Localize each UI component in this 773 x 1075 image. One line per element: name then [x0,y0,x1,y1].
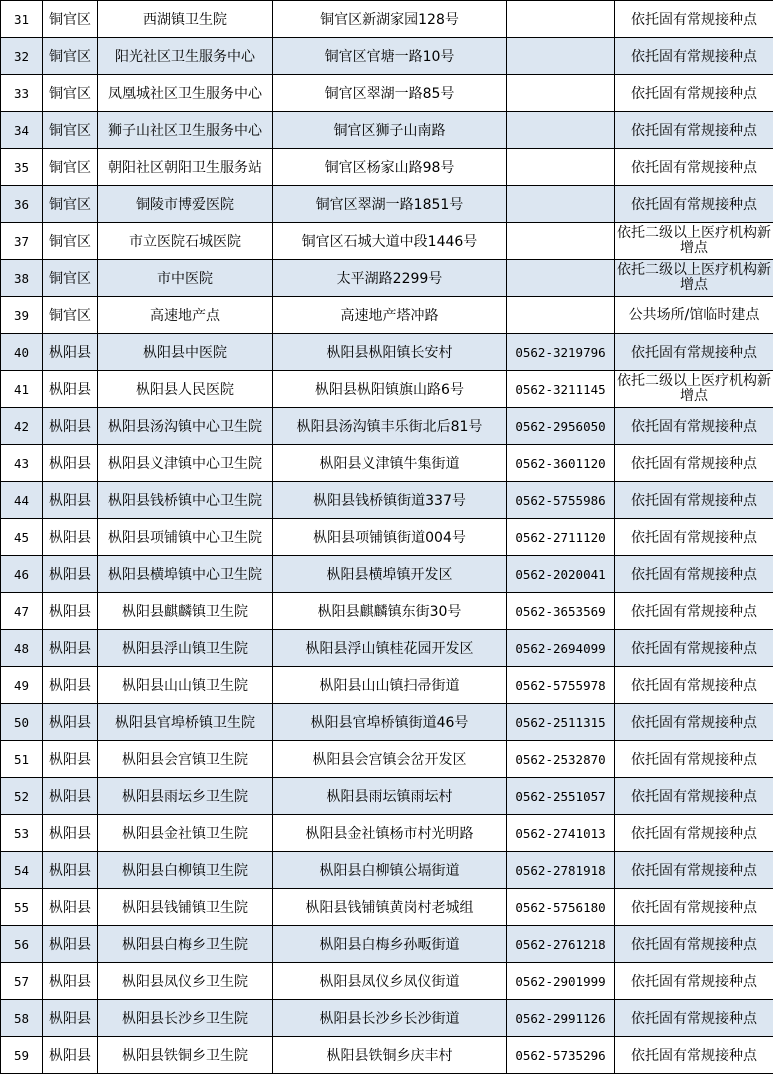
site-name-cell: 枞阳县会宫镇卫生院 [98,741,273,778]
site-name-cell: 狮子山社区卫生服务中心 [98,112,273,149]
address-cell: 枞阳县白柳镇公塥街道 [273,852,507,889]
phone-cell: 0562-2711120 [507,519,615,556]
table-row [1,1037,773,1074]
phone-cell: 0562-5756180 [507,889,615,926]
address-cell: 铜官区翠湖一路1851号 [273,186,507,223]
district-cell: 铜官区 [43,112,98,149]
table-row [1,815,773,852]
row-number-cell: 46 [1,556,43,593]
address-cell: 枞阳县钱桥镇街道337号 [273,482,507,519]
phone-cell: 0562-2956050 [507,408,615,445]
address-cell: 枞阳县铁铜乡庆丰村 [273,1037,507,1074]
district-cell: 铜官区 [43,297,98,334]
table-row [1,297,773,334]
row-number-cell: 37 [1,223,43,260]
site-type-cell: 依托固有常规接种点 [615,38,773,75]
site-type-cell: 依托固有常规接种点 [615,186,773,223]
site-type-cell: 依托固有常规接种点 [615,926,773,963]
site-type-cell: 依托固有常规接种点 [615,630,773,667]
address-cell: 枞阳县横埠镇开发区 [273,556,507,593]
table-row [1,445,773,482]
site-type-cell: 依托固有常规接种点 [615,778,773,815]
table-row [1,630,773,667]
table-row [1,593,773,630]
row-number-cell: 53 [1,815,43,852]
district-cell: 枞阳县 [43,778,98,815]
district-cell: 枞阳县 [43,445,98,482]
row-number-cell: 48 [1,630,43,667]
site-type-cell: 依托固有常规接种点 [615,815,773,852]
phone-cell [507,223,615,260]
address-cell: 枞阳县枞阳镇旗山路6号 [273,371,507,408]
site-name-cell: 枞阳县人民医院 [98,371,273,408]
site-name-cell: 朝阳社区朝阳卫生服务站 [98,149,273,186]
address-cell: 枞阳县官埠桥镇街道46号 [273,704,507,741]
row-number-cell: 38 [1,260,43,297]
phone-cell: 0562-3219796 [507,334,615,371]
phone-cell: 0562-2761218 [507,926,615,963]
phone-cell: 0562-5755978 [507,667,615,704]
row-number-cell: 31 [1,1,43,38]
address-cell: 枞阳县凤仪乡凤仪街道 [273,963,507,1000]
district-cell: 枞阳县 [43,889,98,926]
address-cell: 枞阳县金社镇杨市村光明路 [273,815,507,852]
table-row [1,704,773,741]
site-type-cell: 依托固有常规接种点 [615,593,773,630]
table-row [1,667,773,704]
site-name-cell: 枞阳县长沙乡卫生院 [98,1000,273,1037]
address-cell: 铜官区新湖家园128号 [273,1,507,38]
table-row [1,1000,773,1037]
site-type-cell: 依托固有常规接种点 [615,519,773,556]
row-number-cell: 34 [1,112,43,149]
site-name-cell: 枞阳县官埠桥镇卫生院 [98,704,273,741]
site-type-cell: 依托固有常规接种点 [615,112,773,149]
site-type-cell: 依托固有常规接种点 [615,482,773,519]
address-cell: 铜官区石城大道中段1446号 [273,223,507,260]
table-row [1,1,773,38]
row-number-cell: 50 [1,704,43,741]
site-type-cell: 依托二级以上医疗机构新增点 [615,260,773,297]
site-name-cell: 枞阳县浮山镇卫生院 [98,630,273,667]
phone-cell: 0562-2694099 [507,630,615,667]
site-name-cell: 阳光社区卫生服务中心 [98,38,273,75]
address-cell: 枞阳县会宫镇会岔开发区 [273,741,507,778]
site-name-cell: 枞阳县横埠镇中心卫生院 [98,556,273,593]
district-cell: 枞阳县 [43,482,98,519]
address-cell: 枞阳县钱铺镇黄岗村老城组 [273,889,507,926]
site-name-cell: 枞阳县麒麟镇卫生院 [98,593,273,630]
table-row [1,75,773,112]
district-cell: 铜官区 [43,260,98,297]
row-number-cell: 59 [1,1037,43,1074]
address-cell: 枞阳县项铺镇街道004号 [273,519,507,556]
row-number-cell: 54 [1,852,43,889]
address-cell: 铜官区狮子山南路 [273,112,507,149]
row-number-cell: 39 [1,297,43,334]
district-cell: 铜官区 [43,75,98,112]
district-cell: 枞阳县 [43,852,98,889]
phone-cell [507,260,615,297]
table-row [1,482,773,519]
table-row [1,963,773,1000]
district-cell: 枞阳县 [43,371,98,408]
row-number-cell: 55 [1,889,43,926]
address-cell: 铜官区官塘一路10号 [273,38,507,75]
table-row [1,741,773,778]
address-cell: 枞阳县汤沟镇丰乐街北后81号 [273,408,507,445]
table-row [1,852,773,889]
site-type-cell: 依托固有常规接种点 [615,704,773,741]
site-type-cell: 依托固有常规接种点 [615,149,773,186]
district-cell: 枞阳县 [43,704,98,741]
phone-cell [507,38,615,75]
address-cell: 铜官区杨家山路98号 [273,149,507,186]
district-cell: 铜官区 [43,186,98,223]
row-number-cell: 35 [1,149,43,186]
district-cell: 枞阳县 [43,815,98,852]
address-cell: 铜官区翠湖一路85号 [273,75,507,112]
row-number-cell: 58 [1,1000,43,1037]
district-cell: 枞阳县 [43,519,98,556]
site-name-cell: 枞阳县白柳镇卫生院 [98,852,273,889]
table-row [1,926,773,963]
site-type-cell: 依托固有常规接种点 [615,963,773,1000]
site-type-cell: 依托固有常规接种点 [615,408,773,445]
phone-cell: 0562-2991126 [507,1000,615,1037]
site-type-cell: 依托固有常规接种点 [615,852,773,889]
site-name-cell: 枞阳县中医院 [98,334,273,371]
address-cell: 枞阳县山山镇扫帚街道 [273,667,507,704]
site-name-cell: 枞阳县钱桥镇中心卫生院 [98,482,273,519]
phone-cell: 0562-2551057 [507,778,615,815]
district-cell: 枞阳县 [43,408,98,445]
site-name-cell: 枞阳县凤仪乡卫生院 [98,963,273,1000]
phone-cell: 0562-2901999 [507,963,615,1000]
table-row [1,778,773,815]
phone-cell: 0562-3601120 [507,445,615,482]
district-cell: 铜官区 [43,149,98,186]
site-name-cell: 枞阳县义津镇中心卫生院 [98,445,273,482]
site-type-cell: 依托二级以上医疗机构新增点 [615,223,773,260]
phone-cell [507,186,615,223]
table-row [1,112,773,149]
phone-cell [507,112,615,149]
address-cell: 枞阳县长沙乡长沙街道 [273,1000,507,1037]
site-type-cell: 依托固有常规接种点 [615,556,773,593]
site-type-cell: 依托固有常规接种点 [615,889,773,926]
row-number-cell: 57 [1,963,43,1000]
district-cell: 铜官区 [43,223,98,260]
phone-cell: 0562-3653569 [507,593,615,630]
row-number-cell: 51 [1,741,43,778]
site-type-cell: 依托固有常规接种点 [615,1037,773,1074]
address-cell: 太平湖路2299号 [273,260,507,297]
address-cell: 枞阳县雨坛镇雨坛村 [273,778,507,815]
phone-cell: 0562-3211145 [507,371,615,408]
district-cell: 枞阳县 [43,556,98,593]
table-row [1,334,773,371]
site-type-cell: 依托固有常规接种点 [615,1,773,38]
address-cell: 枞阳县枞阳镇长安村 [273,334,507,371]
phone-cell: 0562-5735296 [507,1037,615,1074]
site-type-cell: 依托固有常规接种点 [615,667,773,704]
table-row [1,38,773,75]
phone-cell: 0562-2781918 [507,852,615,889]
district-cell: 枞阳县 [43,593,98,630]
site-name-cell: 枞阳县项铺镇中心卫生院 [98,519,273,556]
site-type-cell: 依托固有常规接种点 [615,334,773,371]
row-number-cell: 42 [1,408,43,445]
district-cell: 枞阳县 [43,963,98,1000]
phone-cell: 0562-2511315 [507,704,615,741]
row-number-cell: 49 [1,667,43,704]
site-name-cell: 枞阳县雨坛乡卫生院 [98,778,273,815]
district-cell: 枞阳县 [43,667,98,704]
phone-cell [507,75,615,112]
phone-cell: 0562-5755986 [507,482,615,519]
row-number-cell: 47 [1,593,43,630]
site-name-cell: 枞阳县钱铺镇卫生院 [98,889,273,926]
site-name-cell: 枞阳县铁铜乡卫生院 [98,1037,273,1074]
phone-cell [507,149,615,186]
site-name-cell: 西湖镇卫生院 [98,1,273,38]
row-number-cell: 52 [1,778,43,815]
row-number-cell: 32 [1,38,43,75]
row-number-cell: 36 [1,186,43,223]
district-cell: 铜官区 [43,38,98,75]
table-row [1,223,773,260]
phone-cell: 0562-2741013 [507,815,615,852]
district-cell: 枞阳县 [43,1037,98,1074]
table-row [1,371,773,408]
table-row [1,260,773,297]
site-name-cell: 凤凰城社区卫生服务中心 [98,75,273,112]
district-cell: 枞阳县 [43,741,98,778]
row-number-cell: 44 [1,482,43,519]
address-cell: 枞阳县义津镇牛集街道 [273,445,507,482]
row-number-cell: 33 [1,75,43,112]
address-cell: 枞阳县浮山镇桂花园开发区 [273,630,507,667]
site-name-cell: 枞阳县金社镇卫生院 [98,815,273,852]
phone-cell [507,297,615,334]
site-name-cell: 枞阳县汤沟镇中心卫生院 [98,408,273,445]
site-name-cell: 枞阳县山山镇卫生院 [98,667,273,704]
site-type-cell: 依托固有常规接种点 [615,741,773,778]
address-cell: 枞阳县麒麟镇东街30号 [273,593,507,630]
row-number-cell: 43 [1,445,43,482]
site-name-cell: 高速地产点 [98,297,273,334]
site-type-cell: 依托固有常规接种点 [615,75,773,112]
district-cell: 枞阳县 [43,630,98,667]
phone-cell: 0562-2020041 [507,556,615,593]
table-row [1,149,773,186]
phone-cell: 0562-2532870 [507,741,615,778]
row-number-cell: 40 [1,334,43,371]
site-type-cell: 依托二级以上医疗机构新增点 [615,371,773,408]
district-cell: 枞阳县 [43,334,98,371]
table-row [1,889,773,926]
row-number-cell: 41 [1,371,43,408]
phone-cell [507,1,615,38]
table-row [1,556,773,593]
district-cell: 枞阳县 [43,1000,98,1037]
table-row [1,408,773,445]
site-name-cell: 枞阳县白梅乡卫生院 [98,926,273,963]
row-number-cell: 56 [1,926,43,963]
table-row [1,519,773,556]
district-cell: 枞阳县 [43,926,98,963]
table-body [1,1,773,1074]
site-name-cell: 市中医院 [98,260,273,297]
address-cell: 枞阳县白梅乡孙畈街道 [273,926,507,963]
address-cell: 高速地产塔冲路 [273,297,507,334]
district-cell: 铜官区 [43,1,98,38]
site-name-cell: 市立医院石城医院 [98,223,273,260]
table-row [1,186,773,223]
site-type-cell: 公共场所/馆临时建点 [615,297,773,334]
site-type-cell: 依托固有常规接种点 [615,1000,773,1037]
site-name-cell: 铜陵市博爱医院 [98,186,273,223]
row-number-cell: 45 [1,519,43,556]
site-type-cell: 依托固有常规接种点 [615,445,773,482]
